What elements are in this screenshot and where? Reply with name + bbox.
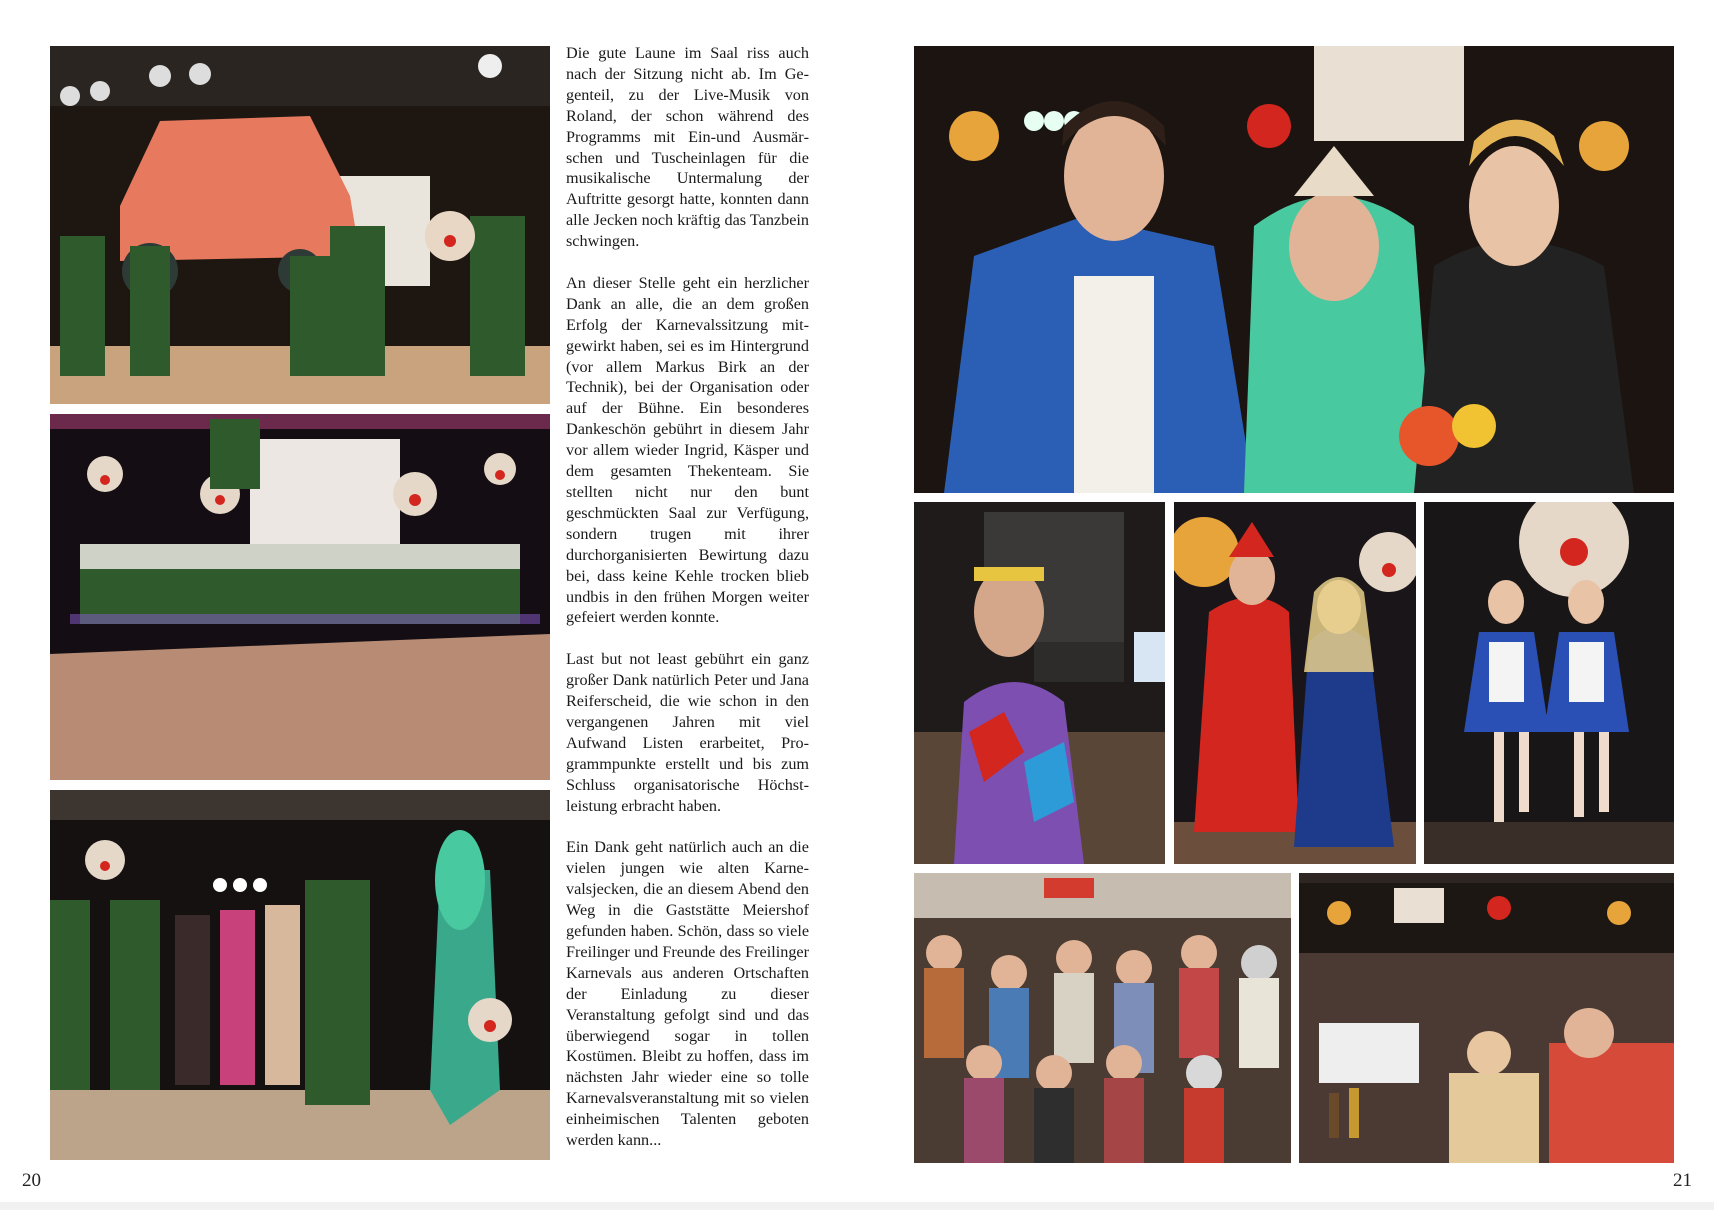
photo-costumed-group [914,873,1291,1163]
article-paragraph: Die gute Laune im Saal riss auch nach der Sitzung nicht ab. Im Gegenteil, zu der Live-Musik von Roland, der schon während des Programms mit Ein-und Ausmärschen und Tuscheinlagen für die musikalische Untermalung der Auftritte gesorgt hatte, konnten dann alle Jecken noch kräftig das Tanzbein schwingen. [566,44,809,251]
photo-dancing-girls [1424,502,1674,864]
page-number-left: 20 [22,1170,41,1191]
article-paragraph: Ein Dank geht natürlich auch an die vielen jungen wie alten Karnevalsjecken, die an diesem Abend den Weg in die Gaststätte Meiershof gefunden haben. Schön, dass so viele Freilinger und Freunde des Freilinger Karnevals aus anderen Ortschaften der Einladung zu dieser Veranstaltung gefolgt sind und das überwiegend sogar in tollen Kostümen. Bleibt zu hoffen, dass im nächsten Jahr wieder eine so tolle Karnevalsveranstaltung mit so vielen einheimischen Talenten geboten werden kann... [566,838,809,1150]
photo-technician-desk [914,502,1165,864]
photo-carnival-trio-portrait [914,46,1674,493]
photo-stage-presentation-mermaid [50,790,550,1160]
page-number-right: 21 [1673,1170,1692,1191]
article-text [566,43,809,1172]
article-paragraph: An dieser Stelle geht ein herzlicher Dank an alle, die an dem großen Erfolg der Karnevalssitzung mitgewirkt haben, sei es im Hintergrund (vor allem Markus Birk an der Technik), bei der Organisation oder auf der Bühne. Ein besonderes Dankeschön gebührt in diesem Jahr vor allem wieder Ingrid, Käsper und dem gesamten Thekenteam. Sie stellten nicht nur den bunt geschmückten Saal zur Verfügung, sondern trugen mit ihrer durchorganisierten Bewirtung dazu bei, dass keine Kehle trocken blieb undbis in den frühen Morgen weiter gefeiert werden konnte. [566,273,809,627]
photo-prince-and-princess [1174,502,1416,864]
page-bottom-edge [0,1202,1714,1210]
photo-festive-hall-crowd [1299,873,1674,1163]
photo-stage-tractor-skit [50,46,550,404]
article-paragraph: Last but not least gebührt ein ganz großer Dank natürlich Peter und Jana Reiferscheid, die wie schon in den vergangenen Jahren mit viel Aufwand Listen erarbeitet, Programmpunkte erstellt und bis zum Schluss organisatorische Höchstleistung erbracht haben. [566,650,809,815]
photo-stage-bowing-dancers [50,414,550,780]
